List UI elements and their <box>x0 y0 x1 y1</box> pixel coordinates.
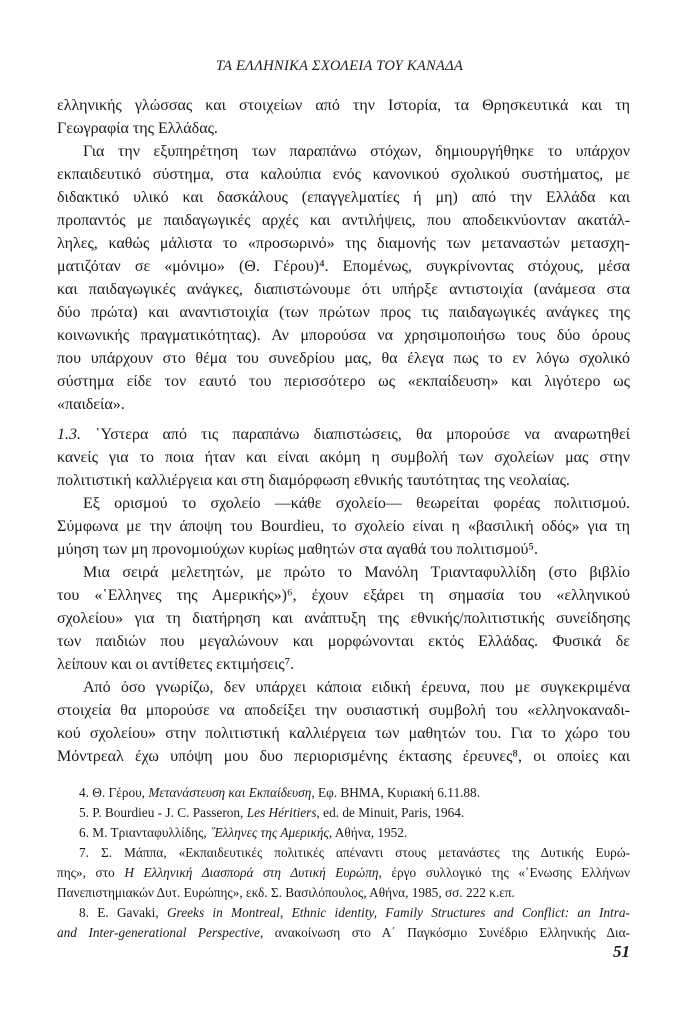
paragraph <box>57 561 630 676</box>
text-segment: του «῾Ελληνες της Αμερικής»)⁶, έχουν εξάρει τη σημασία του «ελληνικού <box>57 587 630 604</box>
text-segment: λείπουν και οι αντίθετες εκτιμήσεις⁷. <box>57 656 295 673</box>
text-line <box>57 94 630 117</box>
footnote <box>57 903 630 943</box>
text-line <box>57 722 630 745</box>
text-segment: στοιχεία θα μπορούσε να αποδείξει την ουσιαστική συμβολή του «ελληνοκαναδι- <box>57 702 630 719</box>
footnote-line <box>57 823 630 843</box>
text-line <box>57 469 630 492</box>
text-line <box>57 347 630 370</box>
text-line <box>57 492 630 515</box>
text-line <box>57 209 630 232</box>
text-line <box>57 117 630 140</box>
footnote <box>57 823 630 843</box>
text-line <box>57 370 630 393</box>
text-segment: σύστημα είδε τον εαυτό του περισσότερο ως «εκπαίδευση» και λιγότερο ως <box>57 373 630 390</box>
text-segment: , Εφ. ΒΗΜΑ, Κυριακή 6.11.88. <box>311 785 481 800</box>
italic-text: Les Héritiers <box>246 805 317 820</box>
text-segment: , ανακοίνωση στο Α΄ Παγκόσμιο Συνέδριο Ελληνικής Δια- <box>259 925 630 940</box>
footnote-line <box>57 783 630 803</box>
footnote-line <box>57 843 630 863</box>
text-segment: των παιδιών που μεγαλώνουν και μορφώνονται εκτός Ελλάδας. Φυσικά δε <box>57 633 630 650</box>
text-segment: κού σχολείου» στην πολιτιστική καλλιέργεια των μαθητών του. Για το χώρο του <box>57 725 630 742</box>
text-line <box>57 446 630 469</box>
text-line <box>57 255 630 278</box>
text-segment: διδακτικό υλικό και δασκάλους (επαγγελματίες ή μη) από την Ελλάδα και <box>57 189 630 206</box>
text-segment: μύηση των μη προνομιούχων κυρίως μαθητών στα αγαθά του πολιτισμού⁵. <box>57 541 538 558</box>
footnote <box>57 783 630 803</box>
text-line <box>57 630 630 653</box>
text-segment: «παιδεία». <box>57 396 125 413</box>
text-segment: , ed. de Minuit, Paris, 1964. <box>316 805 465 820</box>
text-line <box>57 653 630 676</box>
paragraph <box>57 423 630 492</box>
text-segment: , έργο συλλογικό της «῾Ενωσης Ελλήνων <box>378 865 630 880</box>
text-segment: Γεωγραφία της Ελλάδας. <box>57 120 218 137</box>
footnote-line <box>57 803 630 823</box>
text-segment: Μια σειρά μελετητών, με πρώτο το Μανόλη Τριανταφυλλίδη (στο βιβλίο <box>83 564 630 581</box>
text-line <box>57 393 630 416</box>
text-line <box>57 324 630 347</box>
italic-text: 1.3. <box>57 426 81 443</box>
text-segment: πολιτιστική καλλιέργεια και στη διαμόρφωση εθνικής ταυτότητας της νεολαίας. <box>57 472 570 489</box>
text-line <box>57 186 630 209</box>
text-segment: Εξ ορισμού το σχολείο —κάθε σχολείο— θεωρείται φορέας πολιτισμού. <box>83 495 630 512</box>
paragraph <box>57 140 630 416</box>
text-segment: ματιζόταν σε «μόνιμο» (Θ. Γέρου)⁴. Επομένως, συγκρίνοντας στόχους, μέσα <box>57 258 630 275</box>
text-segment: Σύμφωνα με την άποψη του Bourdieu, το σχολείο είναι η «βασιλική οδός» για τη <box>57 518 630 535</box>
text-line <box>57 163 630 186</box>
footnote-line <box>57 883 630 903</box>
text-segment: Για την εξυπηρέτηση των παραπάνω στόχων, δημιουργήθηκε το υπάρχον <box>83 143 630 160</box>
body-text <box>57 94 630 768</box>
text-segment: 4. Θ. Γέρου, <box>79 785 149 800</box>
text-line <box>57 699 630 722</box>
text-segment: σχολείου» για τη διατήρηση και ανάπτυξη της εθνικής/πολιτιστικής συνείδησης <box>57 610 630 627</box>
text-segment: Μόντρεαλ έχω υπόψη μου δυο περιορισμένης έκτασης έρευνες⁸, οι οποίες και <box>57 748 630 765</box>
italic-text: Η Ελληνική Διασπορά στη Δυτική Ευρώπη <box>124 865 379 880</box>
footnote <box>57 843 630 903</box>
text-line <box>57 301 630 324</box>
text-line <box>57 584 630 607</box>
italic-text: Μετανάστευση και Εκπαίδευση <box>148 785 312 800</box>
italic-text: ῞Ελληνες της Αμερικής <box>210 825 329 840</box>
footnote-line <box>57 923 630 943</box>
text-segment: ελληνικής γλώσσας και στοιχείων από την Ιστορία, τα Θρησκευτικά και τη <box>57 97 630 114</box>
paragraph <box>57 492 630 561</box>
paragraph <box>57 94 630 140</box>
text-segment: εκπαιδευτικό σύστημα, στα καλούπια ενός κανονικού σχολικού συστήματος, με <box>57 166 630 183</box>
text-segment: πης», στο <box>57 865 125 880</box>
text-segment: 7. Σ. Μάππα, «Εκπαιδευτικές πολιτικές απέναντι στους μετανάστες της Δυτικής Ευρώ- <box>79 845 630 860</box>
text-segment: ληλες, καθώς μάλιστα το «προσωρινό» της διαμονής των μεταναστών μετασχη- <box>57 235 630 252</box>
footnote-line <box>57 903 630 923</box>
text-segment: κοινωνικής πραγματικότητας). Αν μπορούσα να χρησιμοποιήσω τους δύο όρους <box>57 327 630 344</box>
text-segment: και παιδαγωγικές ανάγκες, διαπιστώνουμε ότι υπήρξε αντιστοιχία (ανάμεσα στα <box>57 281 630 298</box>
text-segment: ῾Υστερα από τις παραπάνω διαπιστώσεις, θα μπορούσε να αναρωτηθεί <box>81 426 630 443</box>
text-segment: που υπάρχουν στο θέμα του συνεδρίου μας, θα έλεγα πως το εν λόγω σχολικό <box>57 350 630 367</box>
text-line <box>57 278 630 301</box>
italic-text: and Inter-generational Perspective <box>57 925 260 940</box>
text-segment: Πανεπιστημιακών Δυτ. Ευρώπης», εκδ. Σ. Βασιλόπουλος, Αθήνα, 1985, σσ. 222 κ.επ. <box>57 885 515 900</box>
text-segment: , Αθήνα, 1952. <box>328 825 408 840</box>
text-line <box>57 745 630 768</box>
text-segment: 5. P. Bourdieu - J. C. Passeron, <box>79 805 247 820</box>
text-line <box>57 561 630 584</box>
text-segment: 6. Μ. Τριανταφυλλίδης, <box>79 825 211 840</box>
text-line <box>57 607 630 630</box>
footnotes <box>57 783 630 943</box>
text-line <box>57 538 630 561</box>
page-number: 51 <box>613 942 630 961</box>
text-line <box>57 423 630 446</box>
italic-text: Greeks in Montreal, Ethnic identity, Family Structures and Conflict: an Intra- <box>166 905 630 920</box>
text-segment: Από όσο γνωρίζω, δεν υπάρχει κάποια ειδική έρευνα, που με συγκεκριμένα <box>83 679 630 696</box>
footnote <box>57 803 630 823</box>
footnote-line <box>57 863 630 883</box>
text-segment: 8. E. Gavaki, <box>79 905 167 920</box>
text-line <box>57 515 630 538</box>
text-segment: δύο πρώτα) και αναντιστοιχία (των πρώτων προς τις παιδαγωγικές ανάγκες της <box>57 304 630 321</box>
paragraph <box>57 676 630 768</box>
text-line <box>57 140 630 163</box>
text-line <box>57 232 630 255</box>
running-header: ΤΑ ΕΛΛΗΝΙΚΑ ΣΧΟΛΕΙΑ ΤΟΥ ΚΑΝΑΔΑ <box>215 58 464 74</box>
text-segment: προπαντός με παιδαγωγικές αρχές και αντιλήψεις, που αποδεικνύονταν ακατάλ- <box>57 212 630 229</box>
text-line <box>57 676 630 699</box>
text-segment: κανείς για το ποια ήταν και είναι ακόμη η συμβολή των σχολείων μας στην <box>57 449 630 466</box>
